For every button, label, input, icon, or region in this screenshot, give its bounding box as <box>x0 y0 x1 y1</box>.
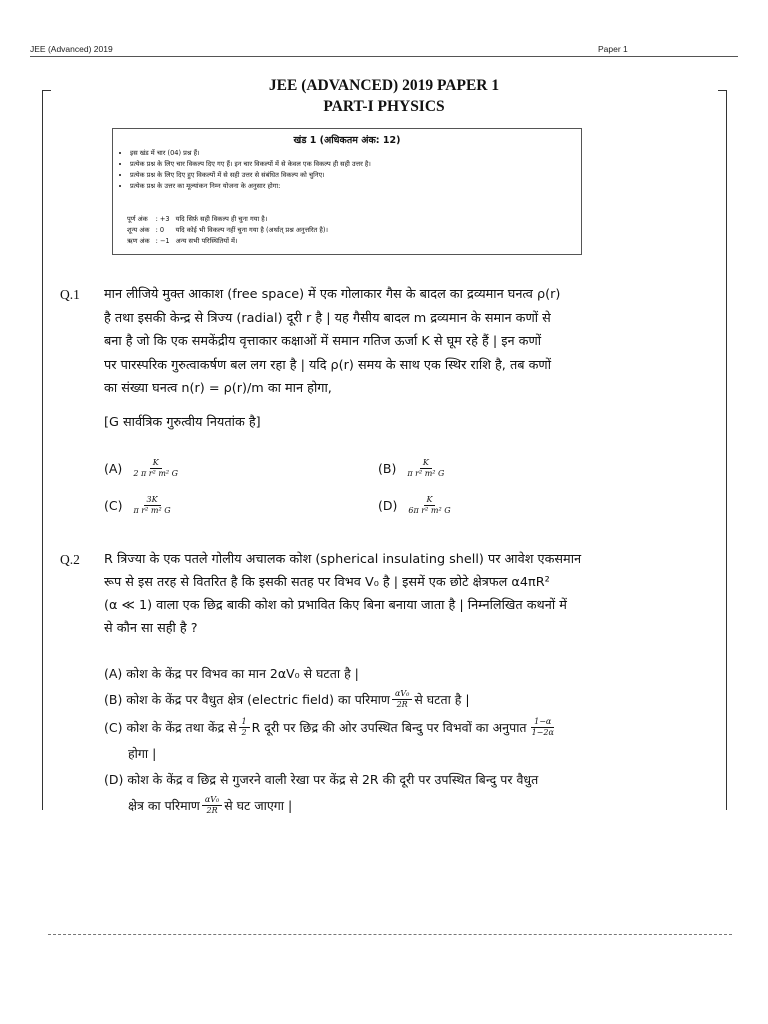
question-number-1: Q.1 <box>60 287 80 302</box>
paper-title: JEE (ADVANCED) 2019 PAPER 1 <box>268 77 500 94</box>
option-1b[interactable] <box>378 458 449 479</box>
question-number-2: Q.2 <box>60 552 80 567</box>
marking-value: : +3 <box>155 215 170 223</box>
marking-desc: यदि कोई भी विकल्प नहीं चुना गया है (अर्थात् प्रश्न अनुत्तरित है)। <box>175 226 328 234</box>
option-2c[interactable] <box>104 716 704 739</box>
frame-right-rule <box>726 90 727 810</box>
section-title: PART-I PHYSICS <box>323 98 445 115</box>
fraction-numerator: αV₀ <box>392 689 412 700</box>
marking-label: शून्य अंक <box>127 226 150 234</box>
fraction-denominator: 1−2α <box>531 728 554 737</box>
option-2d-text-end: से घट जाएगा | <box>224 798 293 813</box>
marking-value: : 0 <box>155 226 165 234</box>
footer-rule <box>48 934 732 935</box>
option-2b-text: (B) कोश के केंद्र पर वैधुत क्षेत्र (electric field) का परिमाण <box>104 692 390 707</box>
question-1-line: बना है जो कि एक समकेंद्रीय वृत्ताकार कक्षाओं में समान गतिज ऊर्जा K से घूम रहे हैं | इन कणों <box>104 334 542 349</box>
fraction-numerator: K <box>424 495 436 506</box>
option-2d-text: क्षेत्र का परिमाण <box>128 798 200 813</box>
fraction-numerator: 3K <box>144 495 161 506</box>
marking-desc: यदि सिर्फ़ सही विकल्प ही चुना गया है। <box>175 215 268 223</box>
option-label: (D) <box>378 498 398 513</box>
instruction-item: • प्रत्येक प्रश्न के लिए चार विकल्प दिए गए हैं। इन चार विकल्पों में से केवल एक विकल्प ही सही उत्तर है। <box>130 159 371 170</box>
fraction-denominator: 2R <box>396 700 408 709</box>
fraction-numerator: K <box>420 458 432 469</box>
option-label: (B) <box>378 461 397 476</box>
question-2-text <box>104 548 704 640</box>
marking-row <box>127 225 334 236</box>
fraction-denominator: 2 π r² m² G <box>133 469 179 478</box>
option-2d-continued <box>128 794 728 817</box>
marking-row <box>127 236 334 247</box>
fraction <box>202 795 222 816</box>
frame-left-rule <box>42 90 43 810</box>
fraction-denominator: π r² m² G <box>133 506 171 515</box>
marking-label: पूर्ण अंक <box>127 215 148 223</box>
option-1d[interactable] <box>378 495 456 516</box>
running-header-right: Paper 1 <box>598 44 628 54</box>
running-header-left: JEE (Advanced) 2019 <box>30 44 113 54</box>
fraction-denominator: π r² m² G <box>407 469 445 478</box>
fraction-numerator: K <box>150 458 162 469</box>
instruction-item: • प्रत्येक प्रश्न के लिए दिए हुए विकल्पों में से सही उत्तर से संबंधित विकल्प को चुनिए। <box>130 170 371 181</box>
question-2-line: R त्रिज्या के एक पतले गोलीय अचालक कोश (spherical insulating shell) पर आवेश एकसमान <box>104 552 582 567</box>
fraction-denominator: 2 <box>241 728 247 737</box>
marking-desc: अन्य सभी परिस्थितियों में। <box>175 237 238 245</box>
marking-scheme-table <box>127 214 334 247</box>
option-label: (C) <box>104 498 123 513</box>
option-2a[interactable]: (A) कोश के केंद्र पर विभव का मान 2αV₀ से घटता है | <box>104 666 359 681</box>
question-2-line: से कौन सा सही है ? <box>104 621 198 636</box>
fraction-numerator: 1−α <box>531 717 554 728</box>
fraction <box>405 495 453 516</box>
option-2b[interactable] <box>104 688 704 711</box>
question-1-note: [G सार्वत्रिक गुरुत्वीय नियतांक है] <box>104 415 261 430</box>
instruction-item: • इस खंड में चार (04) प्रश्न हैं। <box>130 148 371 159</box>
fraction-numerator: αV₀ <box>202 795 222 806</box>
marking-row <box>127 214 334 225</box>
instruction-box <box>112 128 582 255</box>
marking-label: ऋण अंक <box>127 237 150 245</box>
question-1-line: है तथा इसकी केन्द्र से त्रिज्य (radial) दूरी r है | यह गैसीय बादल m द्रव्यमान के समान कणों से <box>104 310 551 326</box>
question-1-line: पर पारस्परिक गुरुत्वाकर्षण बल लग रहा है | यदि ρ(r) समय के साथ एक स्थिर राशि है, तब कणों <box>104 357 552 373</box>
fraction <box>529 717 557 738</box>
option-1a[interactable] <box>104 458 183 479</box>
fraction <box>404 458 447 479</box>
marking-value: : −1 <box>155 237 170 245</box>
question-2-line: (α ≪ 1) वाला एक छिद्र बाकी कोश को प्रभावित किए बिना बनाया जाता है | निम्नलिखित कथनों में <box>104 598 567 613</box>
instruction-box-title: खंड 1 (अधिकतम अंक: 12) <box>293 135 401 146</box>
instruction-item: • प्रत्येक प्रश्न के उत्तर का मूल्यांकन निम्न योजना के अनुसार होगा: <box>130 181 371 192</box>
fraction-denominator: 2R <box>206 806 218 815</box>
fraction <box>239 717 250 738</box>
fraction <box>130 495 173 516</box>
option-2c-text-mid: R दूरी पर छिद्र की ओर उपस्थित बिन्दु पर विभवों का अनुपात <box>251 720 527 735</box>
fraction-numerator: 1 <box>239 717 250 728</box>
fraction-denominator: 6π r² m² G <box>408 506 451 515</box>
option-2c-text: (C) कोश के केंद्र तथा केंद्र से <box>104 720 237 735</box>
question-1-text <box>104 283 684 401</box>
question-1-line: का संख्या घनत्व n(r) = ρ(r)/m का मान होगा, <box>104 381 332 396</box>
question-1-line: मान लीजिये मुक्त आकाश (free space) में एक गोलाकार गैस के बादल का द्रव्यमान घनत्व ρ(r) <box>104 287 561 302</box>
question-2-line: रूप से इस तरह से वितरित है कि इसकी सतह पर विभव V₀ है | इसमें एक छोटे क्षेत्रफल α4πR² <box>104 575 550 590</box>
fraction <box>392 689 412 710</box>
option-2b-text-end: से घटता है | <box>414 692 470 707</box>
instruction-list <box>121 148 371 192</box>
option-2c-continued: होगा | <box>128 746 157 761</box>
fraction <box>130 458 181 479</box>
header-rule <box>30 56 738 57</box>
option-1c[interactable] <box>104 495 176 516</box>
option-label: (A) <box>104 461 123 476</box>
option-2d[interactable]: (D) कोश के केंद्र व छिद्र से गुजरने वाली रेखा पर केंद्र से 2R की दूरी पर उपस्थित बिन्दु पर वैधुत <box>104 772 539 787</box>
